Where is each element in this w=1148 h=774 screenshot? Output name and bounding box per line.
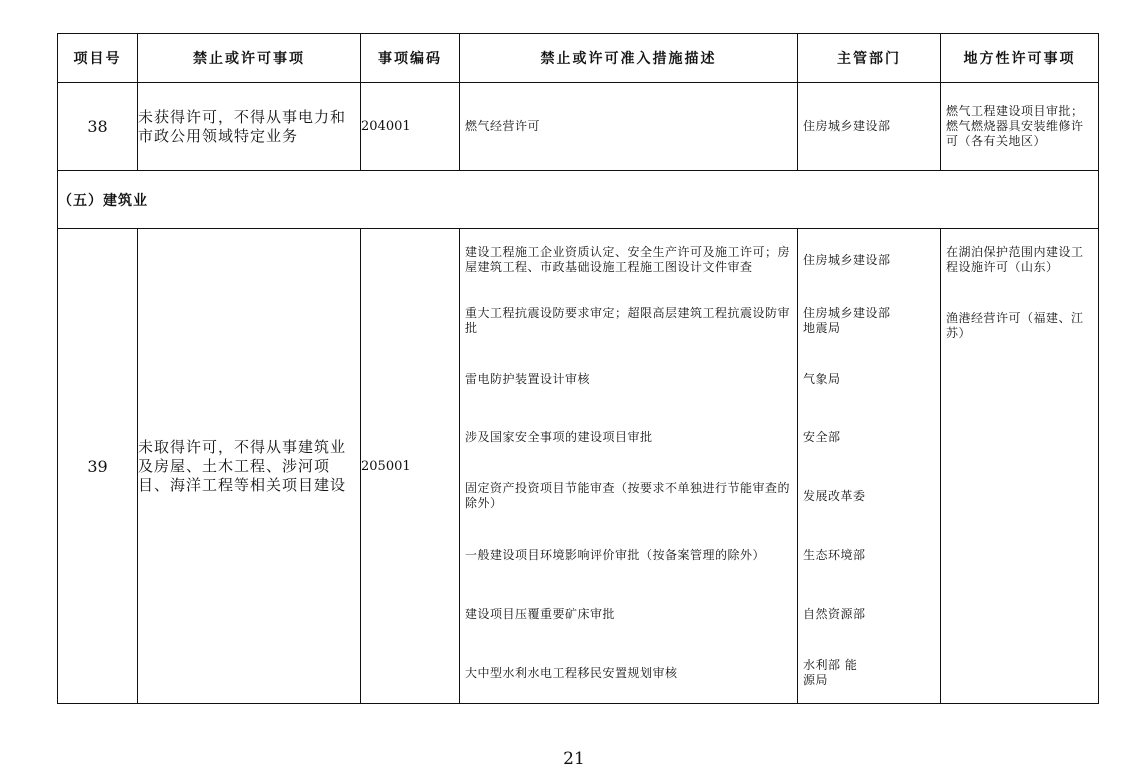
row38-dept: 住房城乡建设部 [798,83,941,171]
measure-dept: 安全部 [803,429,841,444]
measure-desc: 大中型水利水电工程移民安置规划审核 [465,665,678,680]
row39-desc-column [460,229,798,704]
measure-desc: 雷电防护装置设计审核 [465,371,591,386]
measure-desc: 重大工程抗震设防要求审定；超限高层建筑工程抗震设防审批 [465,306,791,335]
header-item: 禁止或许可事项 [138,34,361,83]
section-row [58,171,1099,229]
local-permit: 渔港经营许可（福建、江苏） [946,311,1084,340]
row38-num: 38 [58,83,138,171]
header-num: 项目号 [58,34,138,83]
header-local: 地方性许可事项 [941,34,1099,83]
page-number: 21 [563,749,585,769]
measure-dept: 自然资源部 [803,606,866,621]
header-row [58,34,1099,83]
table-row [58,83,1099,171]
measure-desc: 一般建设项目环境影响评价审批（按备案管理的除外） [465,547,766,562]
measure-dept: 住房城乡建设部 地震局 [803,306,891,335]
measure-desc: 固定资产投资项目节能审查（按要求不单独进行节能审查的除外） [465,481,791,510]
measure-desc: 建设工程施工企业资质认定、安全生产许可及施工许可；房屋建筑工程、市政基础设施工程施工图设计文件审查 [465,245,791,274]
measure-dept: 发展改革委 [803,488,866,503]
row39-dept-column [798,229,941,704]
row38-item: 未获得许可，不得从事电力和市政公用领域特定业务 [138,83,361,171]
row38-desc: 燃气经营许可 [460,83,798,171]
measure-desc: 建设项目压覆重要矿床审批 [465,606,616,621]
row38-code: 204001 [361,83,460,171]
row39-item: 未取得许可，不得从事建筑业及房屋、土木工程、涉河项目、海洋工程等相关项目建设 [138,229,361,704]
measure-dept: 水利部 能源局 [803,658,858,687]
row39-code: 205001 [361,229,460,704]
header-dept: 主管部门 [798,34,941,83]
local-permit: 在湖泊保护范围内建设工程设施许可（山东） [946,245,1084,274]
header-desc: 禁止或许可准入措施描述 [460,34,798,83]
row39-local-column [941,229,1099,704]
header-code: 事项编码 [361,34,460,83]
measure-dept: 住房城乡建设部 [803,252,891,267]
permit-table [57,33,1099,704]
row39-num: 39 [58,229,138,704]
measure-dept: 气象局 [803,371,841,386]
row38-local: 燃气工程建设项目审批；燃气燃烧器具安装维修许可（各有关地区） [941,83,1099,171]
measure-dept: 生态环境部 [803,547,866,562]
section-title: （五）建筑业 [58,171,1099,229]
table-row [58,229,1099,704]
measure-desc: 涉及国家安全事项的建设项目审批 [465,429,653,444]
